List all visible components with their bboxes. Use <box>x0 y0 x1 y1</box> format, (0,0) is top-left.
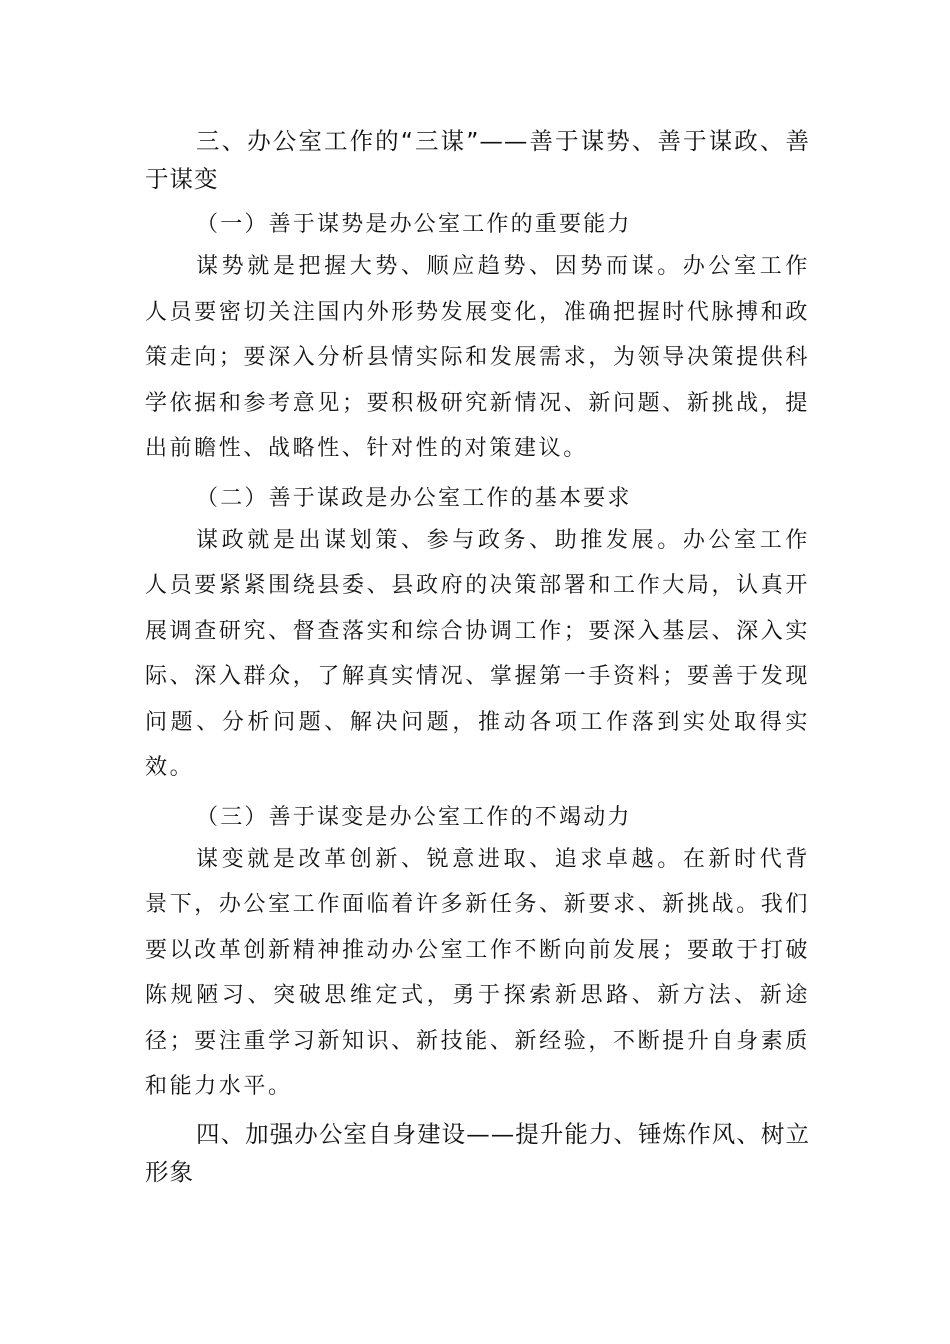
paragraph-2: 谋政就是出谋划策、参与政务、助推发展。办公室工作人员要紧紧围绕县委、县政府的决策部署和工作大局，认真开展调查研究、督查落实和综合协调工作；要深入基层、深入实际、深入群众，了解真实情况、掌握第一手资料；要善于发现问题、分析问题、解决问题，推动各项工作落到实处取得实效。 <box>145 527 810 780</box>
subheading-2: （二）善于谋政是办公室工作的基本要求 <box>196 485 632 511</box>
paragraph-3: 谋变就是改革创新、锐意进取、追求卓越。在新时代背景下，办公室工作面临着许多新任务、新要求、新挑战。我们要以改革创新精神推动办公室工作不断向前发展；要敢于打破陈规陋习、突破思维定式，勇于探索新思路、新方法、新途径；要注重学习新知识、新技能、新经验，不断提升自身素质和能力水平。 <box>145 846 810 1099</box>
subheading-3: （三）善于谋变是办公室工作的不竭动力 <box>196 804 632 830</box>
subheading-1: （一）善于谋势是办公室工作的重要能力 <box>196 212 632 237</box>
section-heading-3: 三、办公室工作的“三谋”——善于谋势、善于谋政、善于谋变 <box>145 127 810 193</box>
document-body <box>145 122 810 1191</box>
paragraph-1: 谋势就是把握大势、顺应趋势、因势而谋。办公室工作人员要密切关注国内外形势发展变化，准确把握时代脉搏和政策走向；要深入分析县情实际和发展需求，为领导决策提供科学依据和参考意见；要积极研究新情况、新问题、新挑战，提出前瞻性、战略性、针对性的对策建议。 <box>145 254 810 461</box>
section-heading-4: 四、加强办公室自身建设——提升能力、锤炼作风、树立形象 <box>145 1119 810 1186</box>
